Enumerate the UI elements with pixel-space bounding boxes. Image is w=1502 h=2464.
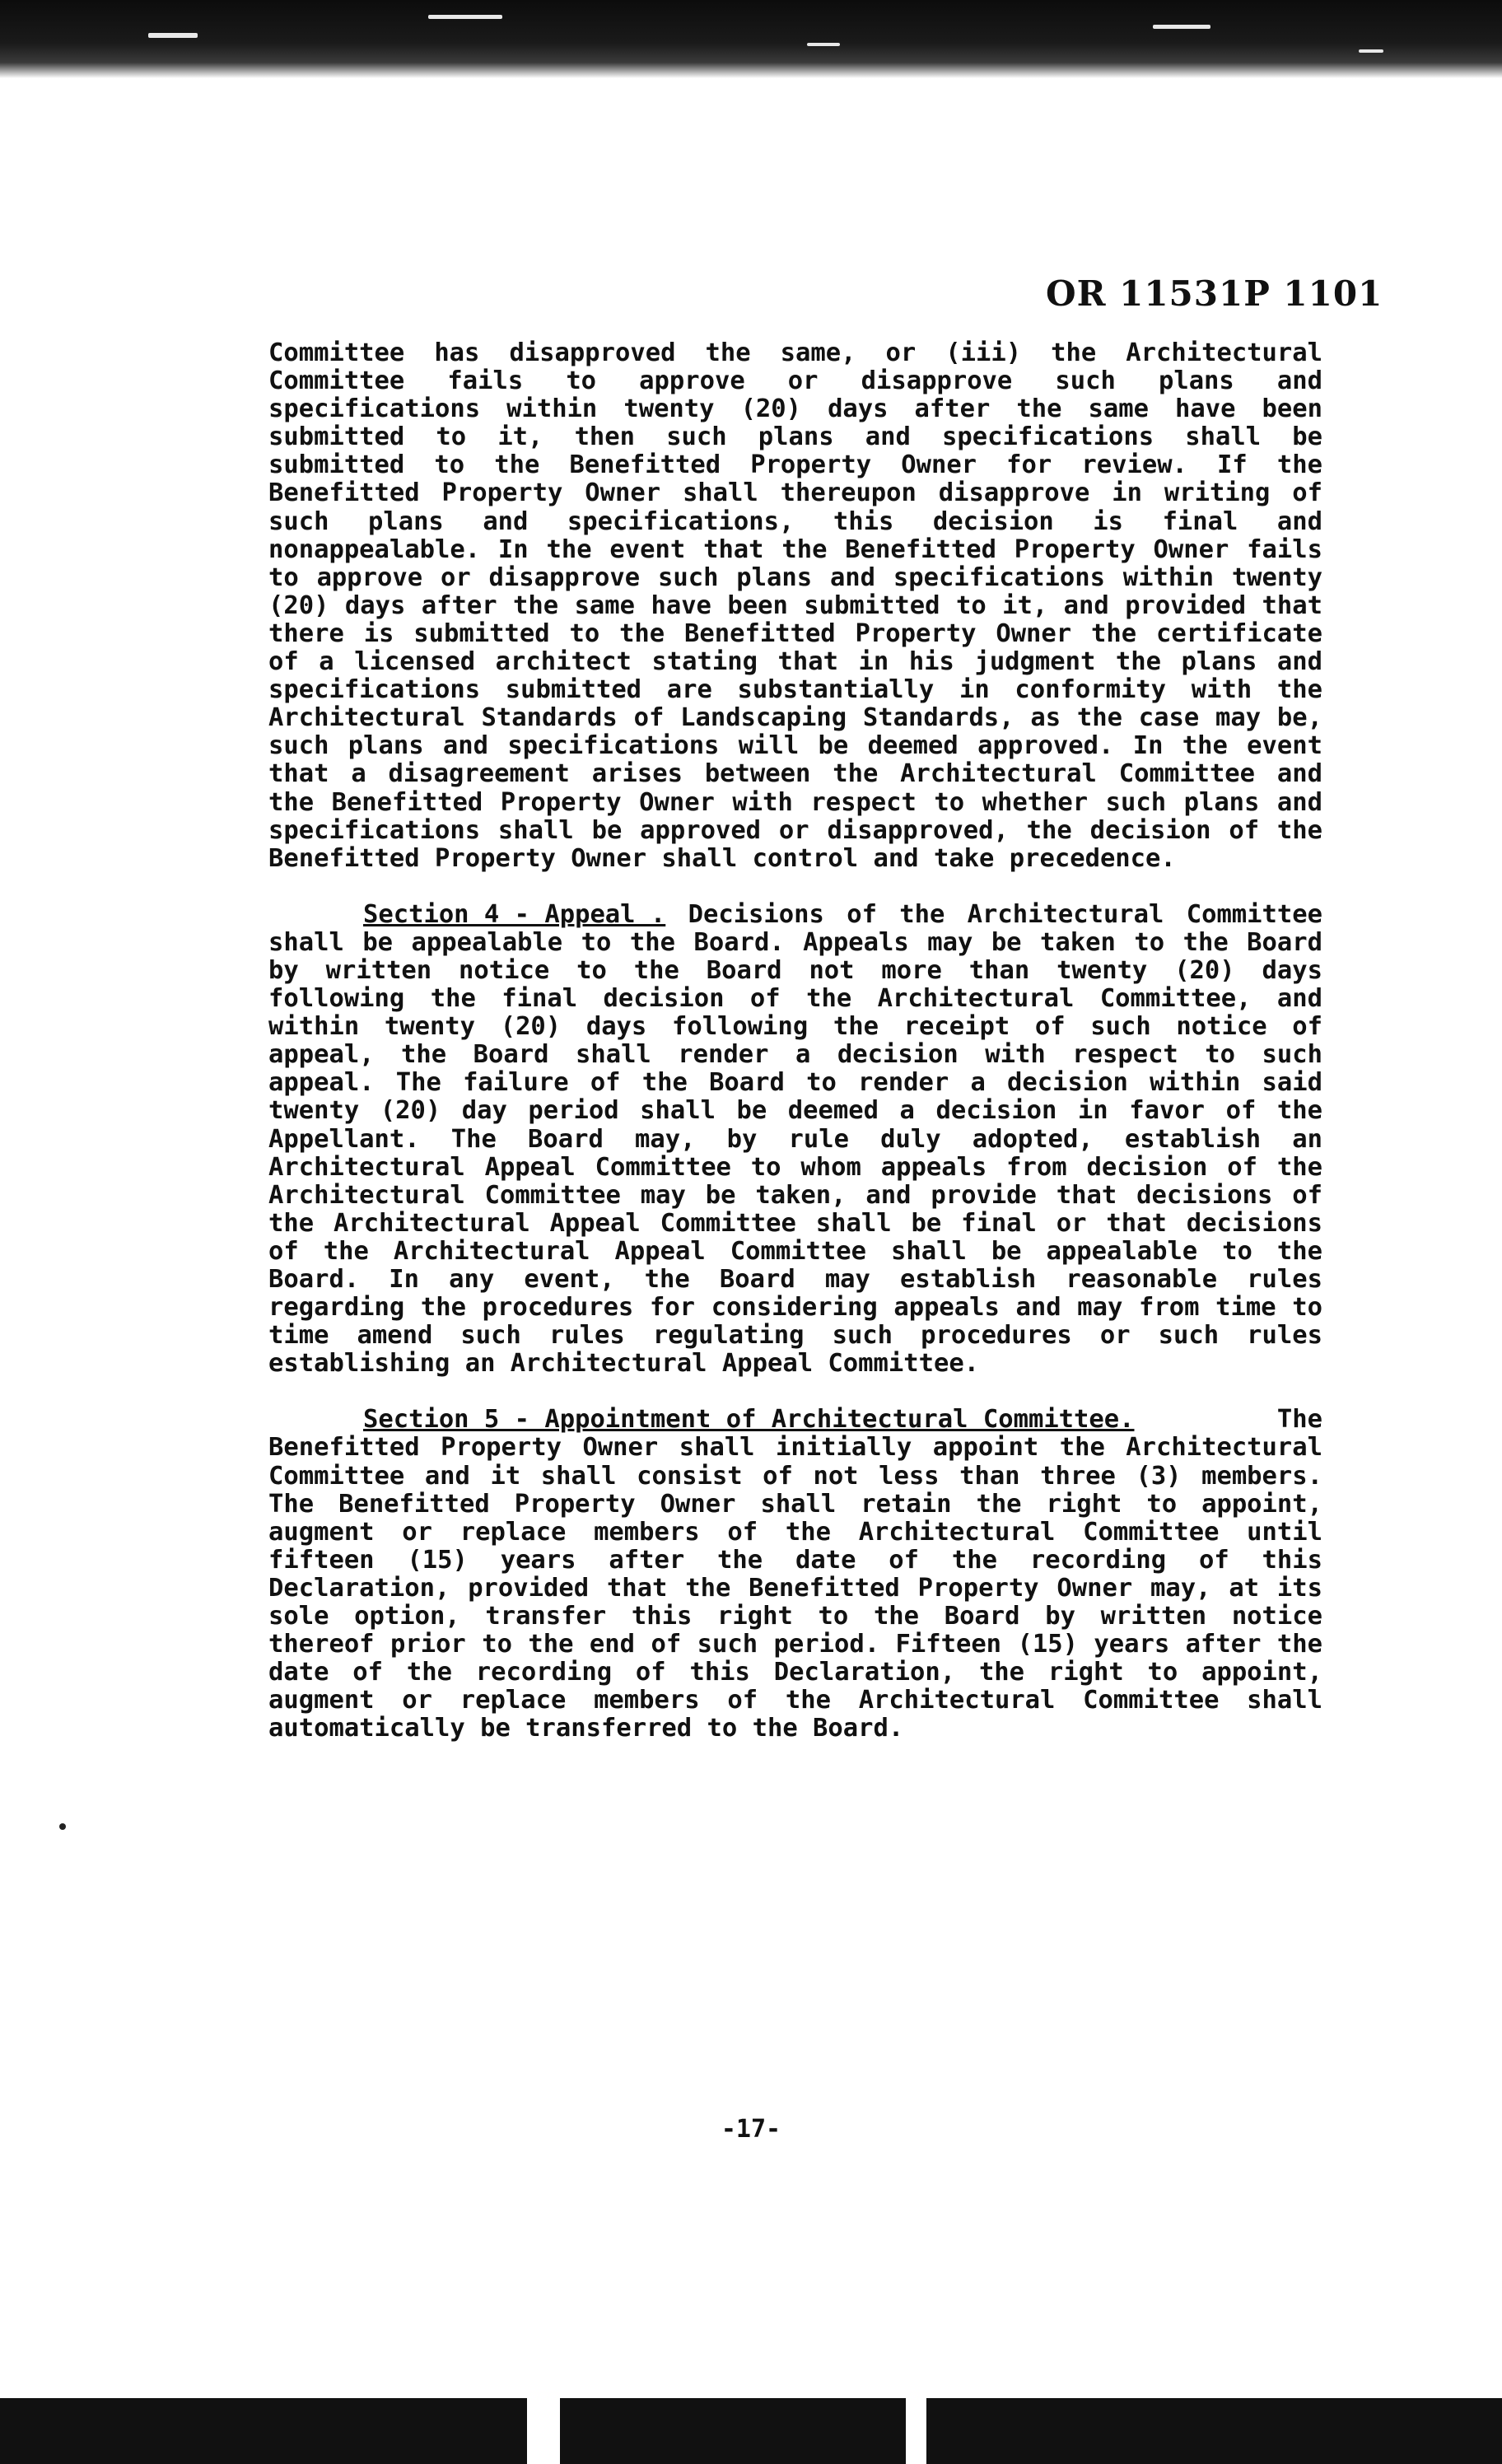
paragraph-text: Decisions of the Architectural Committee shall be appealable to the Board. Appeals may be taken to the Board by written notice to the Board not more than twenty (20) days following the final decision of the Architectural Committee, and within twenty (20) days following the receipt of such notice of appeal, the Board shall render a decision with respect to such appeal. The failure of the Board to render a decision within said twenty (20) day period shall be deemed a decision in favor of the Appellant. The Board may, by rule duly adopted, establish an Architectural Appeal Committee to whom appeals from decision of the Architectural Committee may be taken, and provide that decisions of the Architectural Appeal Committee shall be final or that decisions of the Architectural Appeal Committee shall be appealable to the Board. In any event, the Board may establish reasonable rules regarding the procedures for considering appeals and may from time to time amend such rules regulating such procedures or such rules establishing an Architectural Appeal Committee. bbox=[268, 899, 1322, 1379]
margin-speck bbox=[59, 1823, 66, 1830]
scan-border-top bbox=[0, 0, 1502, 78]
scan-border-bottom bbox=[0, 2398, 1502, 2464]
paragraph-continuation bbox=[268, 339, 1322, 873]
paragraph-text: The Benefitted Property Owner shall initially appoint the Architectural Committee and it shall consist of not less than three (3) members. The Benefitted Property Owner shall retain the right to appoint, augment or replace members of the Architectural Committee until fifteen (15) years after the date of the recording of this Declaration, provided that the Benefitted Property Owner may, at its sole option, transfer this right to the Board by written notice thereof prior to the end of such period. Fifteen (15) years after the date of the recording of this Declaration, the right to appoint, augment or replace members of the Architectural Committee shall automatically be transferred to the Board. bbox=[268, 1405, 1322, 1743]
page-number: -17- bbox=[721, 2115, 781, 2144]
document-body bbox=[268, 339, 1322, 1743]
section-4-heading: Section 4 - Appeal . bbox=[363, 899, 666, 929]
paragraph-section-5 bbox=[268, 1406, 1322, 1743]
record-book-page-stamp: OR 11531P 1101 bbox=[1046, 273, 1383, 314]
paragraph-section-4 bbox=[268, 901, 1322, 1379]
paragraph-text: Committee has disapproved the same, or (iii) the Architectural Committee fails to approve or disapprove such plans and specifications within twenty (20) days after the same have been submitted to it, then such plans and specifications shall be submitted to the Benefitted Property Owner for review. If the Benefitted Property Owner shall thereupon disapprove in writing of such plans and specifications, this decision is final and nonappealable. In the event that the Benefitted Property Owner fails to approve or disapprove such plans and specifications within twenty (20) days after the same have been submitted to it, and provided that there is submitted to the Benefitted Property Owner the certificate of a licensed architect stating that in his judgment the plans and specifications submitted are substantially in conformity with the Architectural Standards of Landscaping Standards, as the case may be, such plans and specifications will be deemed approved. In the event that a disagreement arises between the Architectural Committee and the Benefitted Property Owner with respect to whether such plans and specifications shall be approved or disapproved, the decision of the Benefitted Property Owner shall control and take precedence. bbox=[268, 338, 1322, 873]
section-5-heading: Section 5 - Appointment of Architectural Committee. bbox=[363, 1405, 1135, 1435]
